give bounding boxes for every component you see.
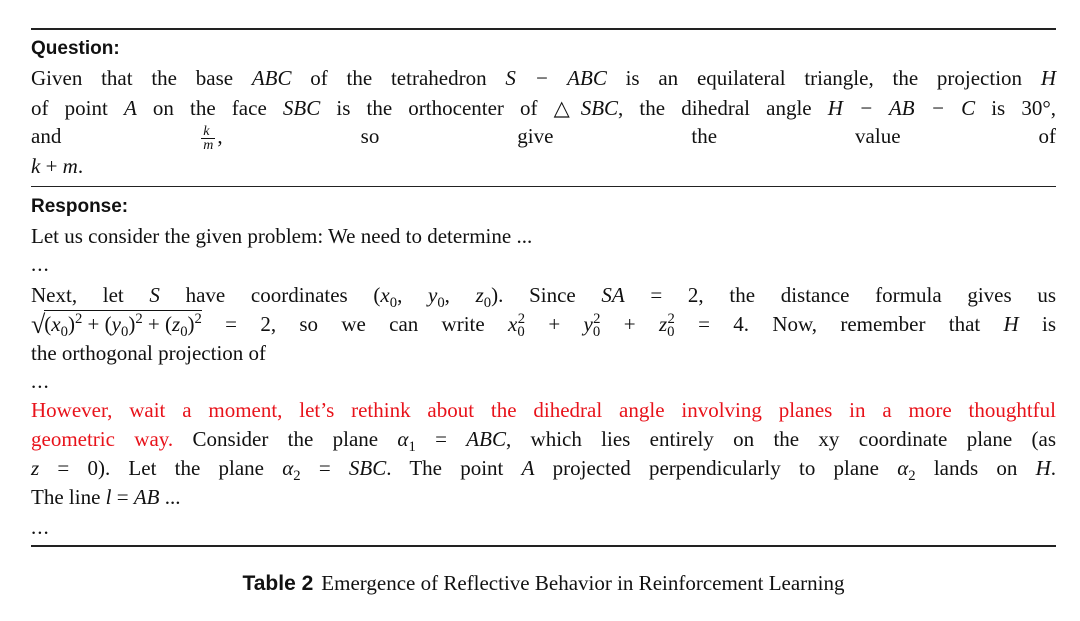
square-root: $√(x_0)^2 + (y_0)^2 + (z_0)^2$ [31, 310, 202, 341]
response-line-planes: z = 0). Let the plane $\alpha_2$ = SBC. The point A projected perpendicularly to plane $\alpha_2$ lands on H. [31, 456, 1057, 485]
response-line-coordinates: Next, let S have coordinates ($x_0$, $y_0$, $z_0$). Since SA = 2, the distance formula gives us [31, 283, 1057, 312]
response-line-AB: The line l = AB ... [31, 485, 181, 509]
ellipsis: ... [31, 252, 50, 276]
question-line-1: Given that the base ABC of the tetrahedron S − ABC is an equilateral triangle, the projection H [31, 66, 1056, 90]
mid-rule [31, 186, 1056, 187]
fraction-k-over-m: $\frac{k}{m}$ [203, 123, 214, 153]
bottom-rule [31, 545, 1056, 547]
question-line-3: and $\frac{k}{m}$ , so give the value of [31, 123, 1056, 153]
question-line-2: of point A on the face SBC is the orthocenter of △SBC, the dihedral angle H − AB − C is 30°, [31, 96, 1056, 120]
top-rule [31, 28, 1056, 30]
ellipsis: ... [31, 515, 50, 539]
table-figure [31, 0, 1056, 621]
caption-tag: Table 2 [242, 572, 314, 595]
question-label: Question: [31, 38, 120, 59]
response-intro: Let us consider the given problem: We need to determine ... [31, 224, 533, 248]
response-line-projection: the orthogonal projection of [31, 341, 267, 365]
reflection-line-1: However, wait a moment, let’s rethink about the dihedral angle involving planes in a more thoughtful [31, 398, 1056, 422]
response-line-distance: $√(x_0)^2 + (y_0)^2 + (z_0)^2 = 2$, so we can write $x_0^2 + y_0^2 + z_0^2 = 4$. Now, remember that H is [31, 310, 1057, 341]
question-line-4: k + m. [31, 154, 84, 178]
table-caption [31, 571, 1056, 596]
caption-text: Emergence of Reflective Behavior in Reinforcement Learning [321, 571, 845, 595]
ellipsis: ... [31, 369, 50, 393]
reflection-line-2: geometric way. Consider the plane $\alpha_1$ = ABC, which lies entirely on the xy coordinate plane (as [31, 427, 1056, 456]
response-label: Response: [31, 196, 129, 217]
